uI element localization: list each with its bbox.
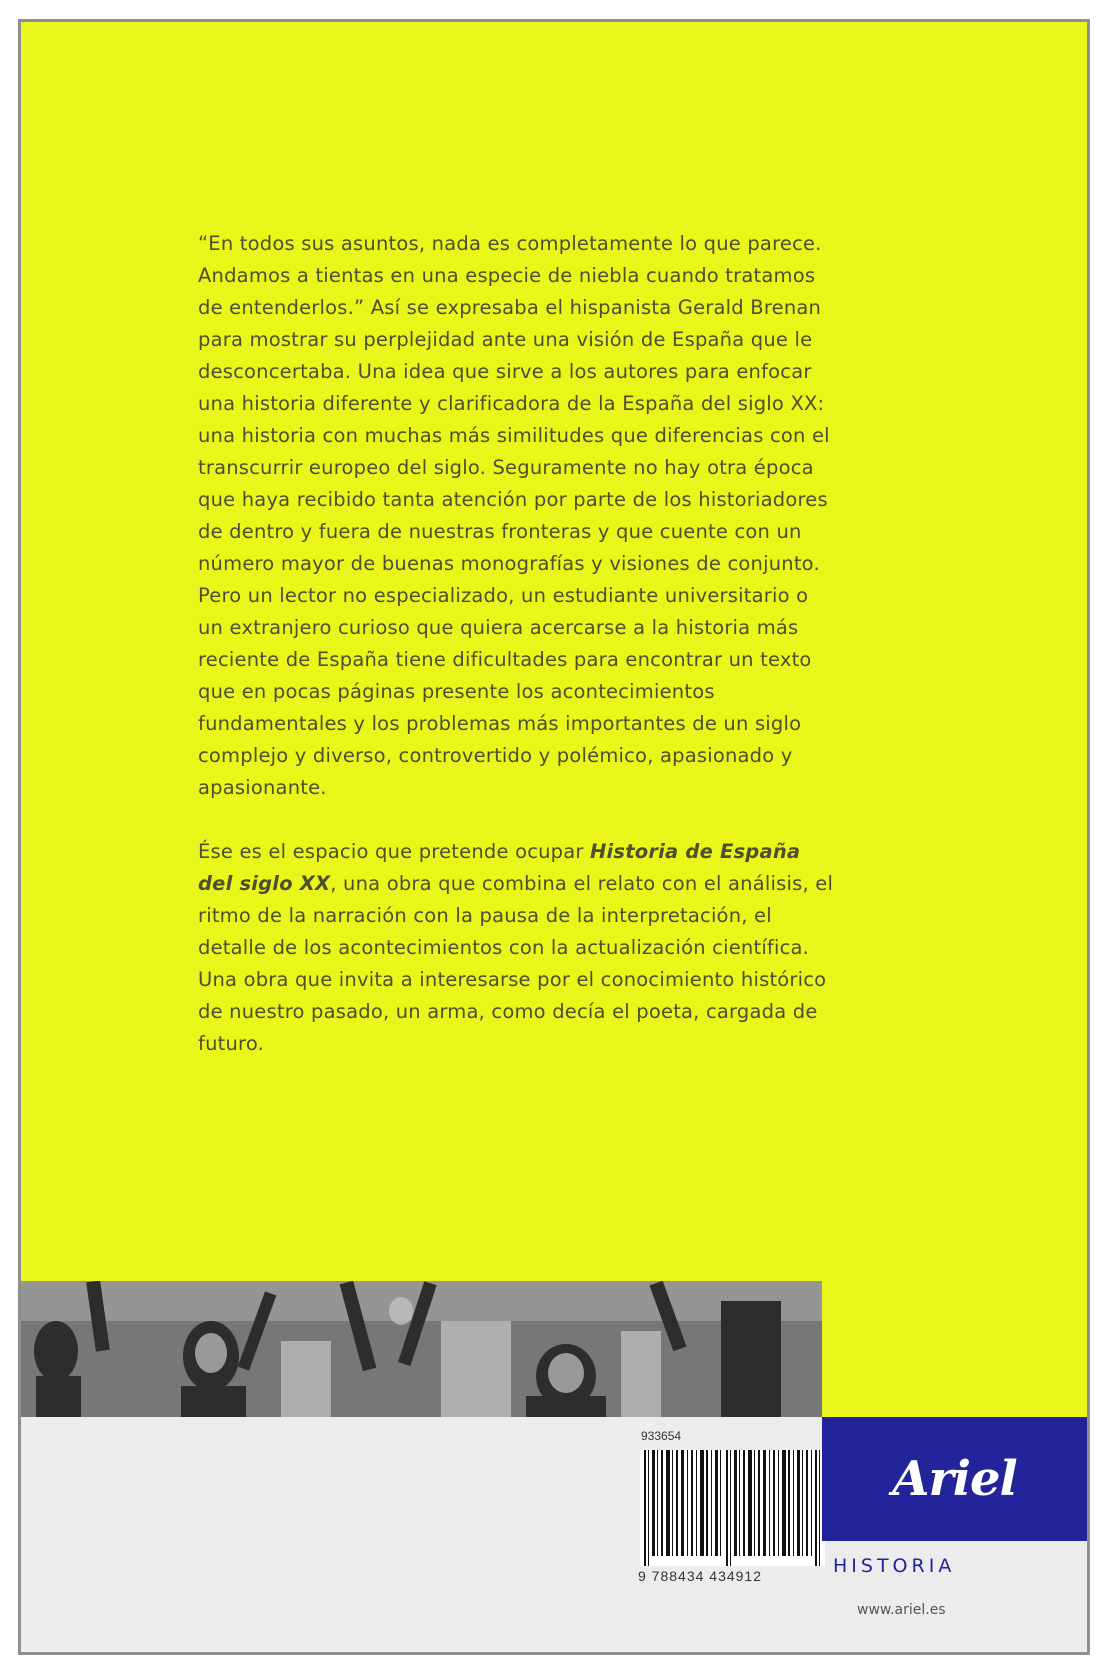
crowd-photo: [21, 1281, 822, 1417]
publisher-website: www.ariel.es: [857, 1602, 946, 1618]
publisher-logo: Ariel: [892, 1451, 1017, 1507]
blurb-paragraph-2-end: , una obra que combina el relato con el análisis, el ritmo de la narración con la pausa de la interpretación, el detalle de los acontecimientos con la actualización científica. Una obra que invita a interesarse por el conocimiento histórico de nuestro pasado, un arma, como decía el poeta, cargada de futuro.: [198, 872, 834, 1055]
blurb-paragraph-2: [198, 836, 838, 1060]
blurb-text: [198, 228, 838, 1060]
barcode-icon: [640, 1450, 825, 1566]
book-title-emphasis: Historia de España del siglo XX: [198, 840, 801, 895]
blurb-paragraph-2-start: Ése es el espacio que pretende ocupar: [198, 840, 591, 863]
barcode-isbn-digits: 9 788434 434912: [638, 1568, 762, 1584]
book-back-cover: [18, 19, 1090, 1655]
barcode-code-top: 933654: [641, 1429, 682, 1443]
publisher-logo-box: [822, 1417, 1087, 1541]
crowd-photo-image: [21, 1281, 822, 1417]
blurb-paragraph-1: “En todos sus asuntos, nada es completamente lo que parece. Andamos a tientas en una especie de niebla cuando tratamos de entenderlos.” Así se expresaba el hispanista Gerald Brenan para mostrar su perplejidad ante una visión de España que le desconcertaba. Una idea que sirve a los autores para enfocar una historia diferente y clarificadora de la España del siglo XX: una historia con muchas más similitudes que diferencias con el transcurrir europeo del siglo. Seguramente no hay otra época que haya recibido tanta atención por parte de los historiadores de dentro y fuera de nuestras fronteras y que cuente con un número mayor de buenas monografías y visiones de conjunto. Pero un lector no especializado, un estudiante universitario o un extranjero curioso que quiera acercarse a la historia más reciente de España tiene dificultades para encontrar un texto que en pocas páginas presente los acontecimientos fundamentales y los problemas más importantes de un siglo complejo y diverso, controvertido y polémico, apasionado y apasionante.: [198, 232, 830, 799]
collection-label: HISTORIA: [833, 1555, 956, 1577]
